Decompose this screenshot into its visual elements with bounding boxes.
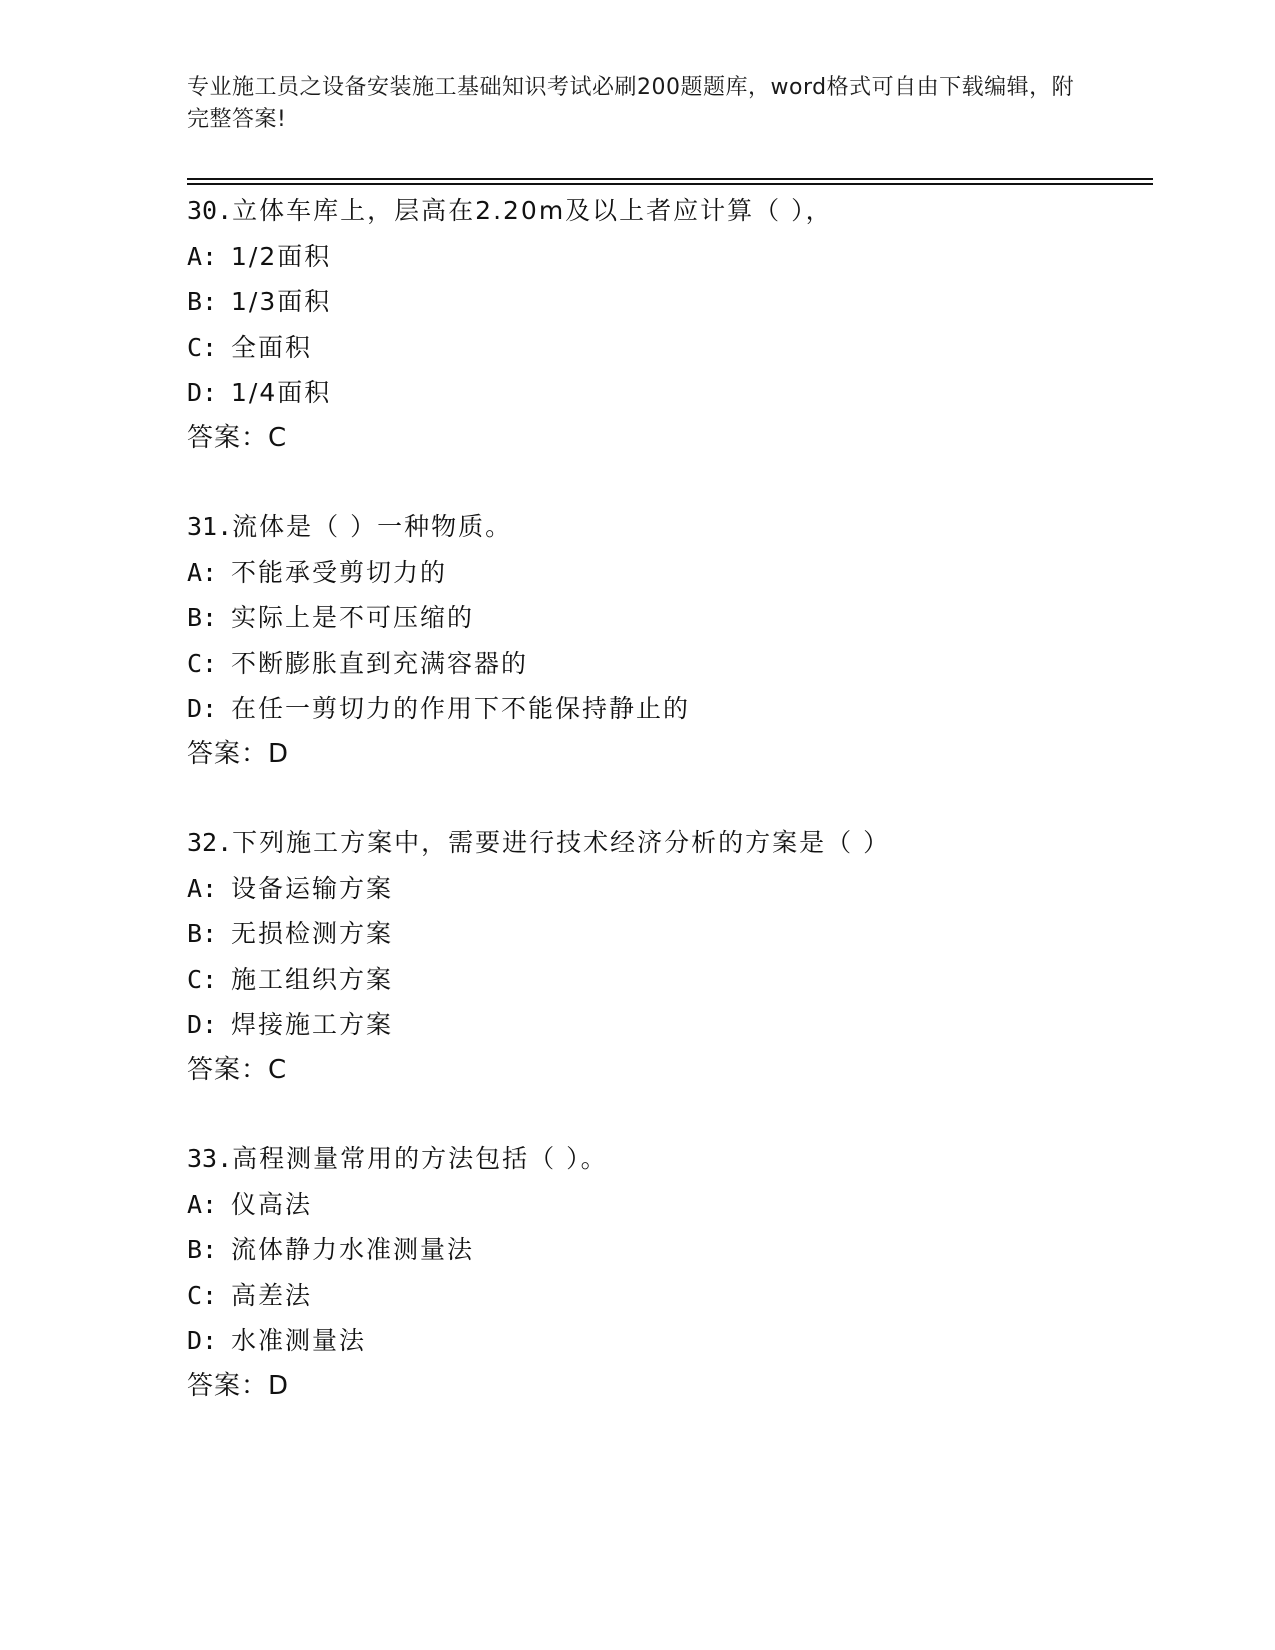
option-key: A: — [187, 1189, 218, 1219]
option-text: 仪高法 — [231, 1189, 313, 1219]
option-b — [187, 595, 1153, 641]
option-d — [187, 1002, 1153, 1048]
option-a — [187, 1182, 1153, 1228]
option-text: 实际上是不可压缩的 — [231, 603, 475, 632]
header-divider-top — [187, 178, 1153, 180]
question-stem — [187, 504, 1153, 550]
option-text: 水准测量法 — [231, 1326, 367, 1355]
option-key: B: — [187, 287, 218, 316]
answer-label: 答案： — [187, 738, 269, 769]
option-key: D: — [187, 694, 218, 723]
option-key: A: — [187, 241, 218, 271]
question-stem — [187, 188, 1153, 234]
option-text: 不能承受剪切力的 — [231, 557, 448, 587]
option-text: 1/3面积 — [231, 287, 332, 316]
option-key: D: — [187, 378, 218, 407]
question-text: 高程测量常用的方法包括（ ）。 — [232, 1144, 608, 1173]
option-a — [187, 866, 1153, 912]
option-c — [187, 1273, 1153, 1319]
option-text: 在任一剪切力的作用下不能保持静止的 — [231, 694, 691, 723]
option-d — [187, 370, 1153, 416]
option-key: C: — [187, 964, 218, 994]
option-text: 焊接施工方案 — [231, 1010, 394, 1039]
question-number: 33. — [187, 1144, 233, 1173]
question-number: 30. — [187, 196, 233, 225]
option-text: 无损检测方案 — [231, 919, 394, 948]
option-key: B: — [187, 603, 218, 632]
option-key: C: — [187, 1280, 218, 1310]
question-32 — [187, 820, 1153, 1093]
option-key: B: — [187, 1235, 218, 1264]
answer-label: 答案： — [187, 1054, 269, 1085]
option-a — [187, 550, 1153, 596]
question-31 — [187, 504, 1153, 777]
option-key: B: — [187, 919, 218, 948]
option-text: 1/2面积 — [231, 241, 332, 271]
option-text: 设备运输方案 — [231, 873, 394, 903]
question-number: 31. — [187, 512, 233, 541]
option-text: 1/4面积 — [231, 378, 332, 407]
option-d — [187, 1318, 1153, 1364]
answer-line — [187, 416, 1153, 462]
document-header — [187, 72, 1087, 136]
answer-value: C — [268, 1054, 288, 1085]
option-text: 不断膨胀直到充满容器的 — [231, 648, 529, 678]
header-divider-bottom — [187, 183, 1153, 185]
option-b — [187, 279, 1153, 325]
option-b — [187, 1227, 1153, 1273]
question-33 — [187, 1136, 1153, 1409]
option-key: A: — [187, 873, 218, 903]
option-key: A: — [187, 557, 218, 587]
answer-line — [187, 1048, 1153, 1094]
answer-value: D — [268, 1370, 290, 1401]
question-stem — [187, 820, 1153, 866]
option-c — [187, 641, 1153, 687]
option-c — [187, 325, 1153, 371]
option-text: 全面积 — [231, 332, 313, 362]
option-d — [187, 686, 1153, 732]
question-stem — [187, 1136, 1153, 1182]
question-text: 下列施工方案中，需要进行技术经济分析的方案是（ ） — [232, 828, 891, 857]
option-text: 施工组织方案 — [231, 964, 394, 994]
answer-value: C — [268, 422, 288, 453]
option-b — [187, 911, 1153, 957]
option-text: 高差法 — [231, 1280, 313, 1310]
question-number: 32. — [187, 828, 233, 857]
option-a — [187, 234, 1153, 280]
answer-value: D — [268, 738, 290, 769]
option-key: D: — [187, 1010, 218, 1039]
answer-label: 答案： — [187, 422, 269, 453]
question-list — [187, 188, 1153, 1452]
question-text: 流体是（ ）一种物质。 — [232, 512, 513, 541]
option-key: C: — [187, 332, 218, 362]
document-title: 专业施工员之设备安装施工基础知识考试必刷200题题库，word格式可自由下载编辑，附完整答案! — [187, 75, 1075, 132]
option-key: D: — [187, 1326, 218, 1355]
option-key: C: — [187, 648, 218, 678]
answer-label: 答案： — [187, 1370, 269, 1401]
answer-line — [187, 1364, 1153, 1410]
option-c — [187, 957, 1153, 1003]
answer-line — [187, 732, 1153, 778]
question-text: 立体车库上，层高在2.20m及以上者应计算（ ）， — [232, 196, 833, 225]
question-30 — [187, 188, 1153, 461]
option-text: 流体静力水准测量法 — [231, 1235, 475, 1264]
